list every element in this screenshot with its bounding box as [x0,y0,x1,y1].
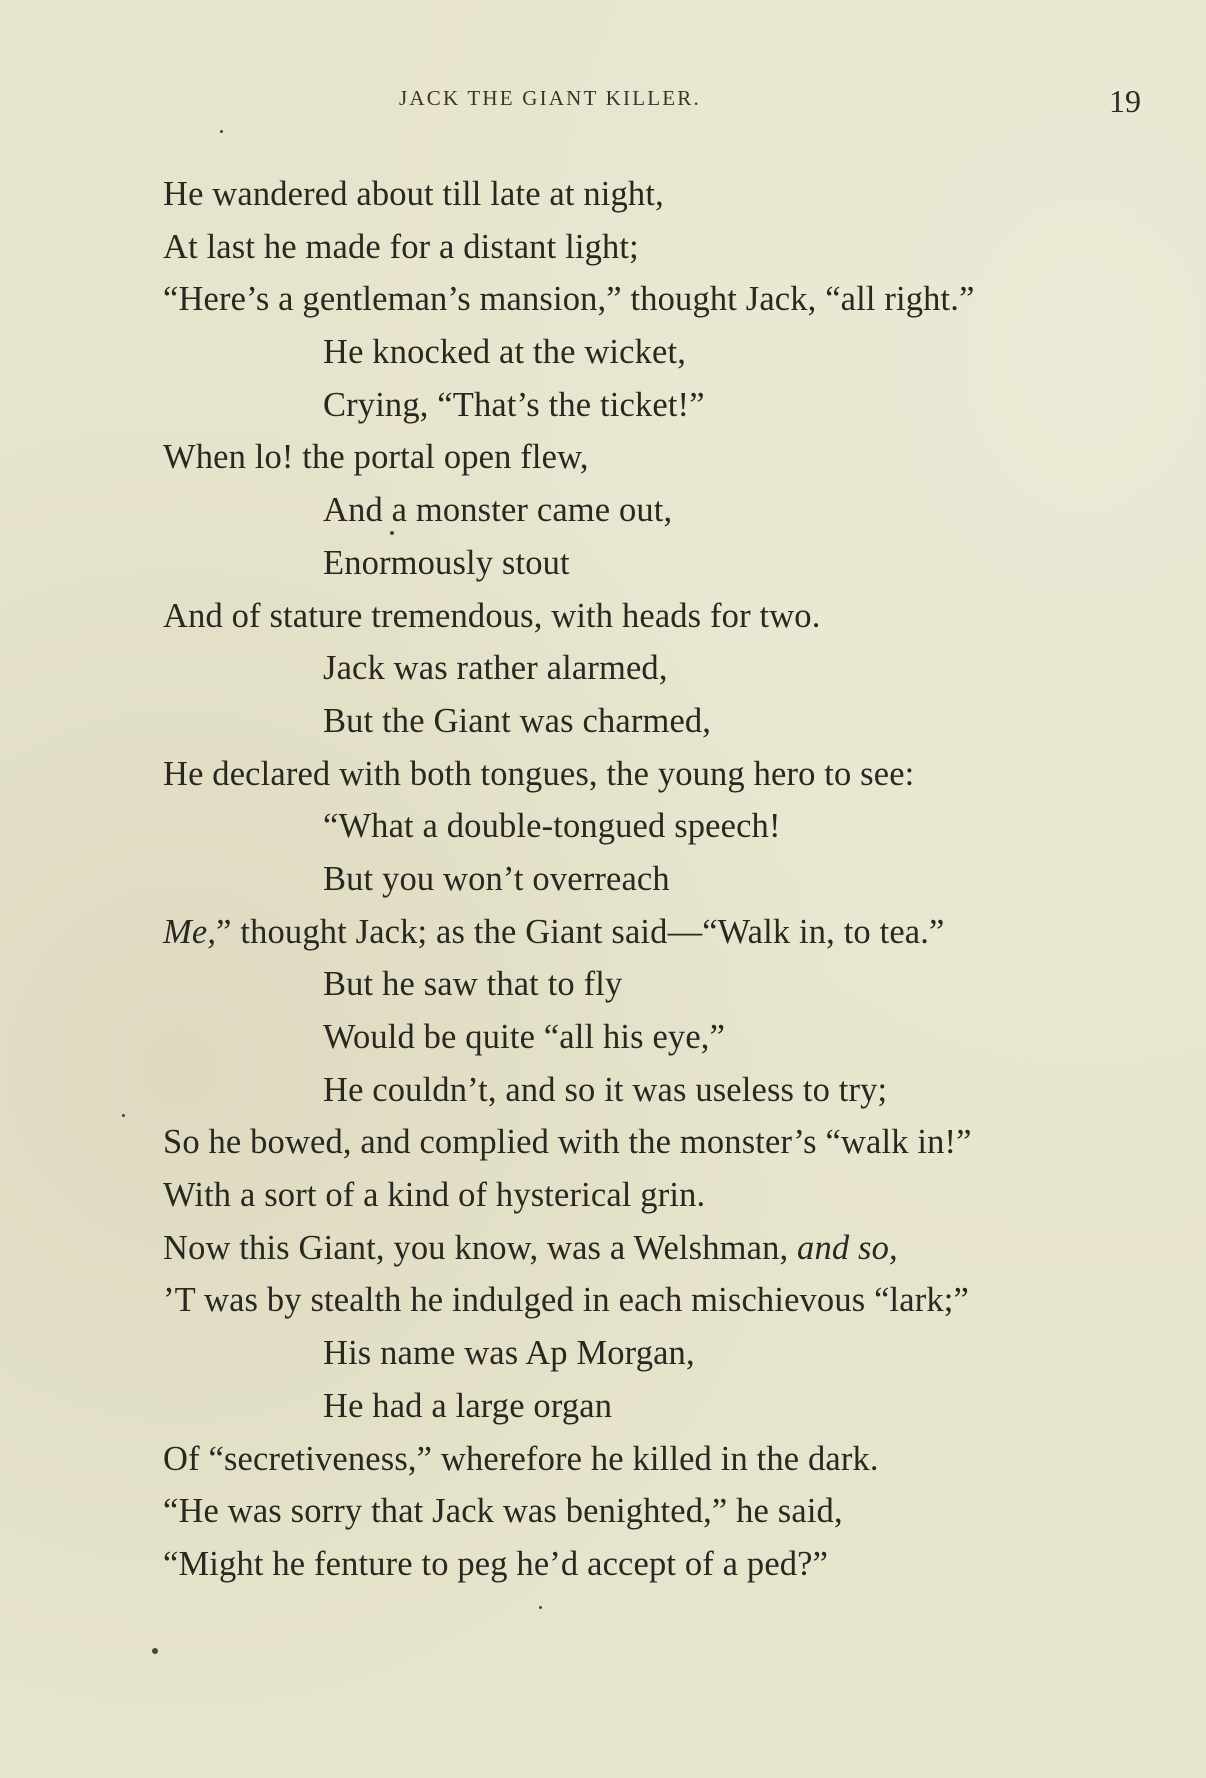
poem-line-text: Now this Giant, you know, was a Welshman, [163,1228,798,1267]
poem-body [163,168,1163,1591]
poem-line: At last he made for a distant light; [163,227,639,266]
poem-line: He wandered about till late at night, [163,175,664,213]
poem-line: But he saw that to fly [323,965,623,1004]
poem-line: He couldn’t, and so it was useless to try; [323,1070,888,1109]
poem-line: When lo! the portal open flew, [163,438,589,477]
poem-line: “He was sorry that Jack was benighted,” he said, [163,1492,843,1531]
poem-line: Crying, “That’s the ticket!” [323,385,705,424]
poem-line: Enormously stout [323,543,570,582]
poem-line: Would be quite “all his eye,” [323,1018,726,1056]
poem-line: And a monster came out, [323,491,673,530]
running-title: JACK THE GIANT KILLER. [399,86,701,110]
paper-speck [390,531,394,535]
paper-speck [220,130,223,133]
poem-line-text: ” thought Jack; as the Giant said—“Walk in, to tea.” [216,912,945,951]
poem-line: He had a large organ [323,1386,613,1425]
poem-line: He knocked at the wicket, [323,333,686,372]
page-number: 19 [1109,83,1141,119]
paper-speck [152,1648,158,1654]
poem-line: And of stature tremendous, with heads for two. [163,596,821,635]
poem-line: “Might he fenture to peg he’d accept of a ped?” [163,1544,829,1583]
paper-speck [539,1606,542,1609]
poem-line: But you won’t overreach [323,859,670,898]
poem-line: “Here’s a gentleman’s mansion,” thought Jack, “all right.” [163,280,975,319]
poem-line: ’T was by stealth he indulged in each mischievous “lark;” [163,1281,969,1320]
poem-line [163,1222,1163,1275]
poem-line: So he bowed, and complied with the monster’s “walk in!” [163,1123,972,1162]
poem-line: Of “secretiveness,” wherefore he killed in the dark. [163,1439,879,1478]
poem-line [163,906,1163,959]
poem-line: He declared with both tongues, the young hero to see: [163,754,915,793]
poem-line: His name was Ap Morgan, [323,1334,695,1373]
poem-line-italic: and so, [797,1228,898,1267]
poem-line-italic: Me, [163,912,217,951]
paper-speck [122,1114,125,1117]
poem-line: With a sort of a kind of hysterical grin. [163,1176,706,1215]
poem-line: But the Giant was charmed, [323,701,712,740]
poem-line: Jack was rather alarmed, [323,649,668,688]
poem-line: “What a double-tongued speech! [323,807,781,846]
